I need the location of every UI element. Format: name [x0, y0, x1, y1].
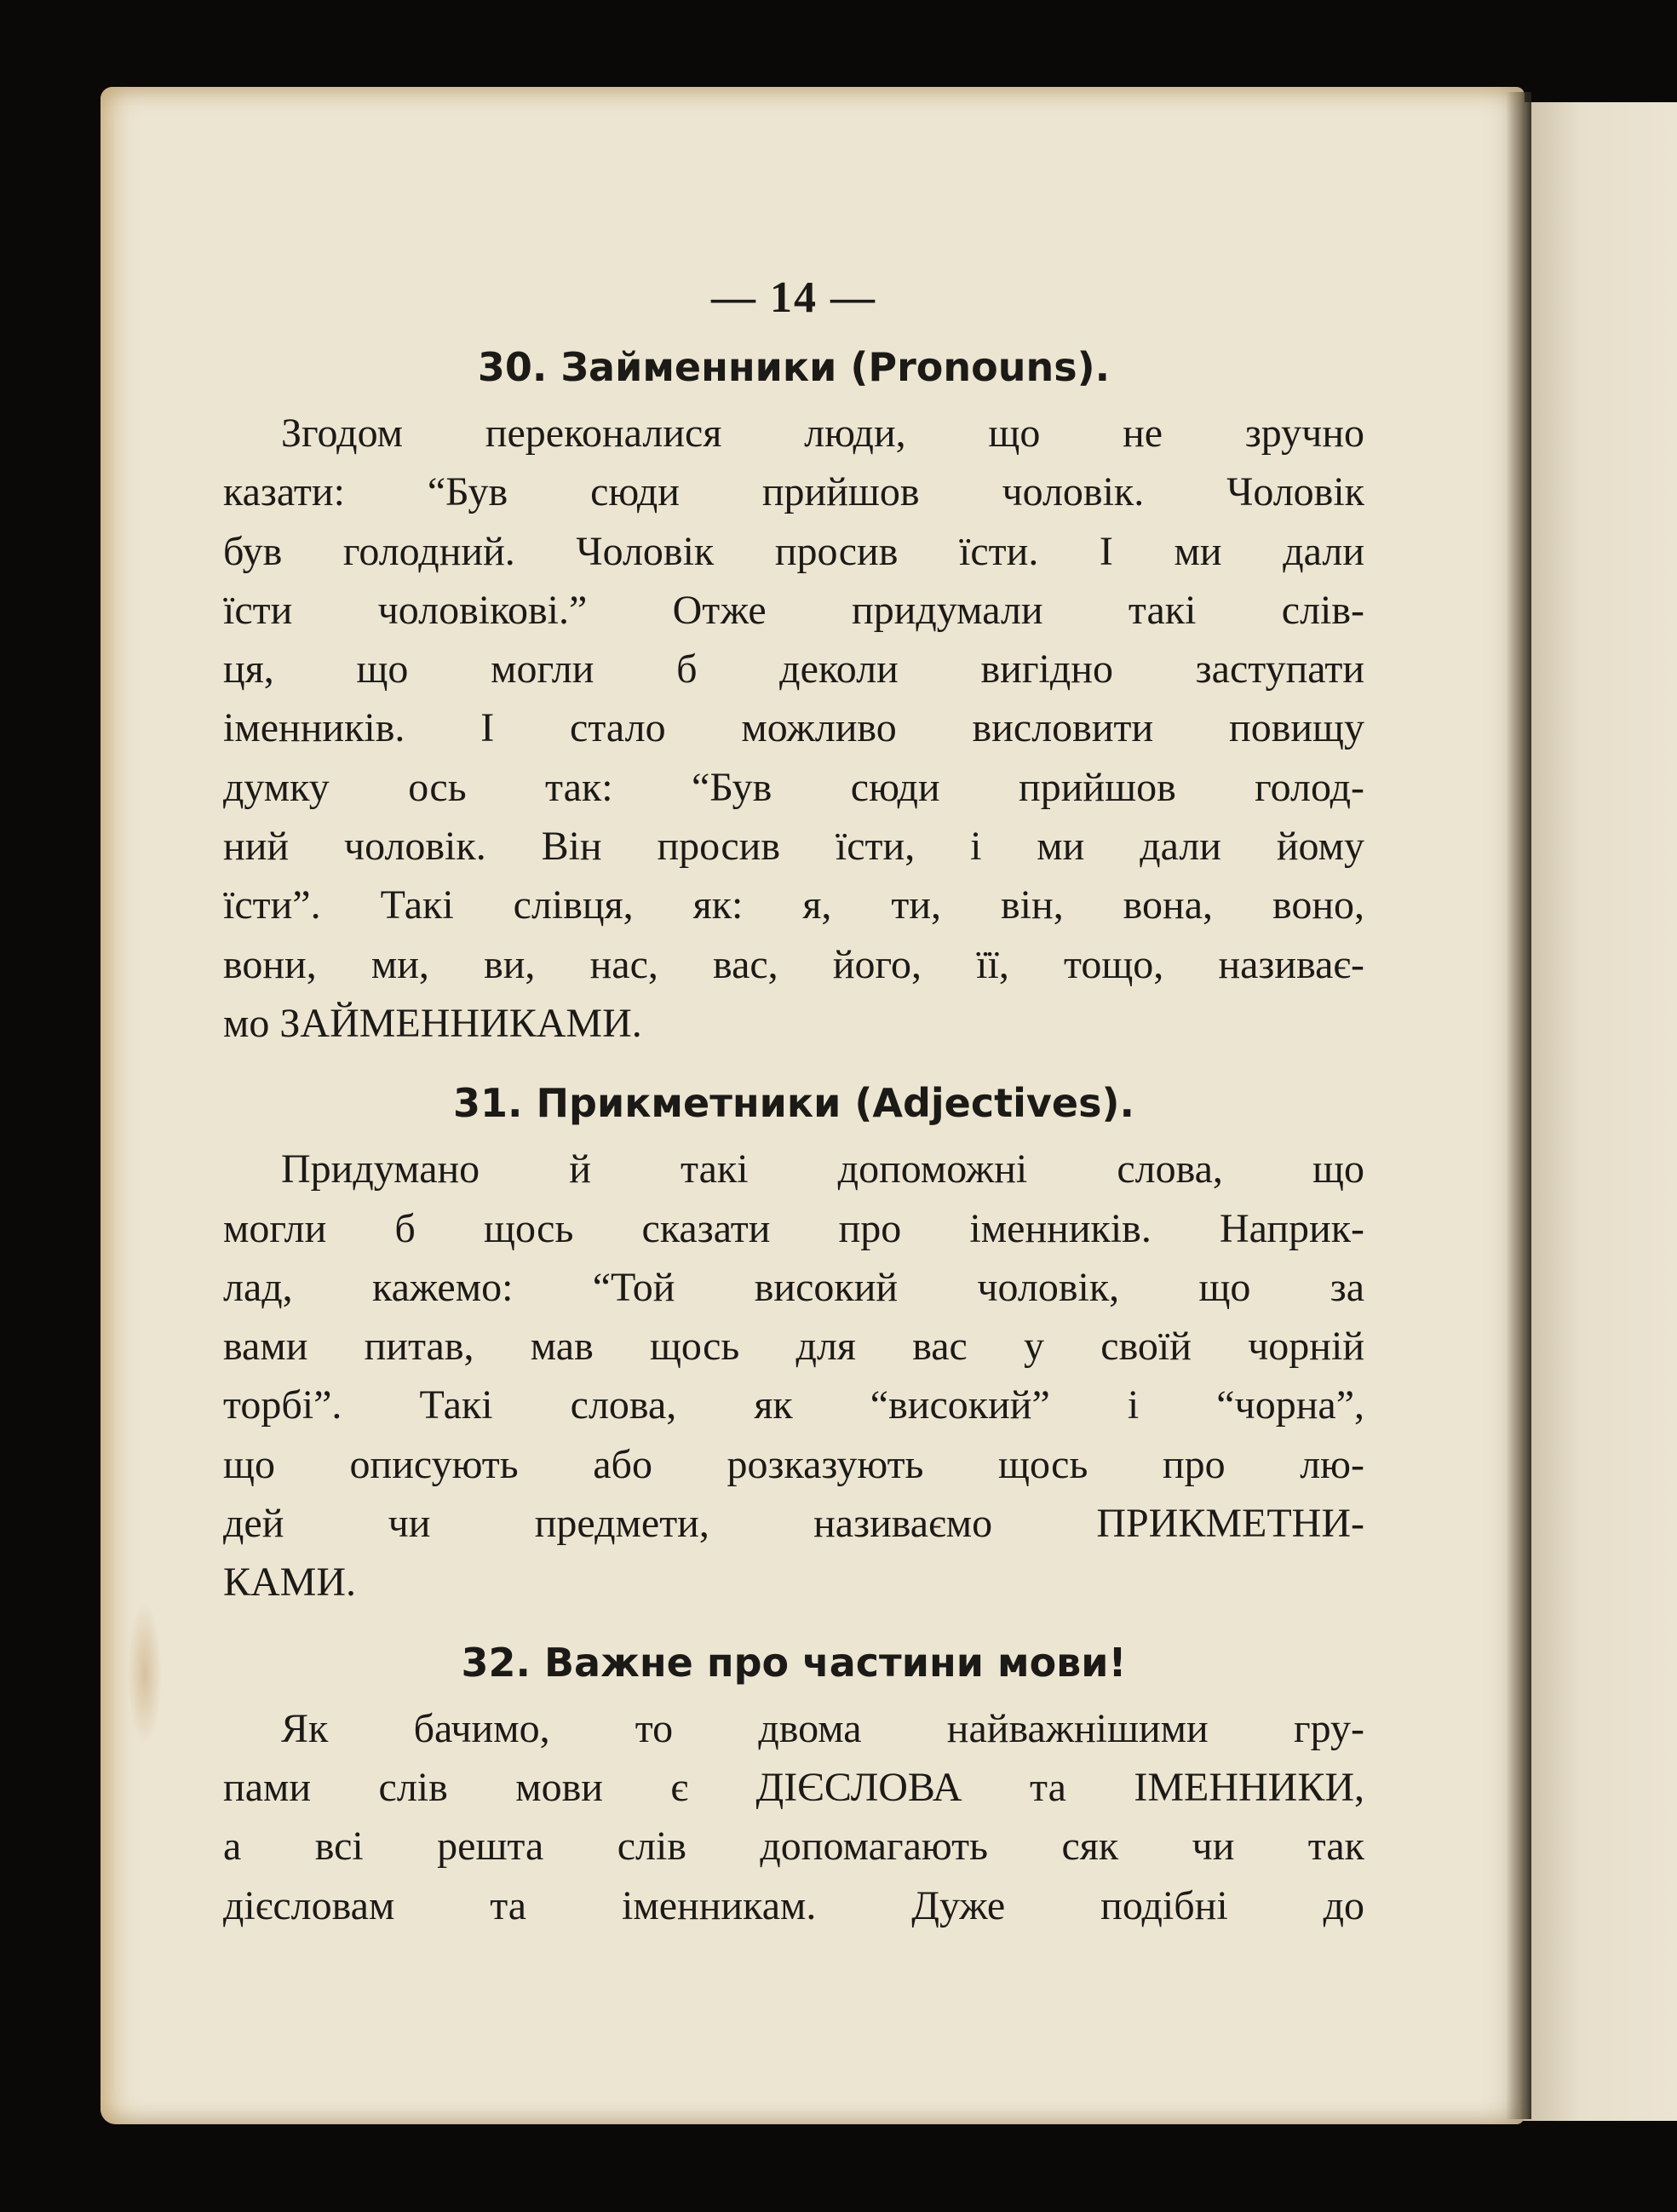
book-gutter	[1506, 92, 1531, 2119]
section-heading-adjectives: 31. Прикметники (Adjectives).	[453, 1080, 1134, 1127]
text-line: їсти чоловікові.” Отже придумали такі слів-	[223, 587, 1364, 633]
text-line: думку ось так: “Був сюди прийшов голод-	[223, 764, 1364, 810]
paragraph-parts-of-speech	[223, 1699, 1364, 1935]
paragraph-pronouns	[223, 404, 1364, 1053]
text-line: могли б щось сказати про іменників. Наприк-	[223, 1205, 1364, 1251]
text-line: КАМИ.	[223, 1560, 357, 1606]
text-line: що описують або розказують щось про лю-	[223, 1441, 1364, 1487]
text-line: вами питав, мав щось для вас у своїй чорній	[223, 1324, 1364, 1370]
text-line: дієсловам та іменникам. Дуже подібні до	[223, 1882, 1364, 1928]
text-line: дей чи предмети, називаємо ПРИКМЕТНИ-	[223, 1501, 1364, 1547]
text-line: мо ЗАЙМЕННИКАМИ.	[223, 1000, 642, 1046]
text-line: Згодом переконалися люди, що не зручно	[281, 411, 1364, 456]
text-line: був голодний. Чоловік просив їсти. І ми дали	[223, 528, 1364, 574]
text-line: вони, ми, ви, нас, вас, його, її, тощо, називає-	[223, 941, 1364, 987]
text-line: їсти”. Такі слівця, як: я, ти, він, вона, воно,	[223, 882, 1364, 928]
page-number: — 14 —	[711, 273, 876, 322]
text-line: лад, кажемо: “Той високий чоловік, що за	[223, 1264, 1364, 1310]
text-line: казати: “Був сюди прийшов чоловік. Чоловік	[223, 469, 1364, 515]
paragraph-adjectives	[223, 1140, 1364, 1612]
text-line: ний чоловік. Він просив їсти, і ми дали йому	[223, 824, 1364, 870]
text-line: а всі решта слів допомагають сяк чи так	[223, 1824, 1364, 1870]
page-text	[223, 264, 1364, 1956]
text-line: Придумано й такі допоможні слова, що	[281, 1146, 1364, 1192]
text-line: торбі”. Такі слова, як “високий” і “чорна”,	[223, 1382, 1364, 1428]
next-page-edge	[1516, 102, 1677, 2121]
text-line: Як бачимо, то двома найважнішими гру-	[281, 1705, 1364, 1751]
section-heading-pronouns: 30. Займенники (Pronouns).	[477, 344, 1111, 390]
text-line: іменників. І стало можливо висловити повищу	[223, 705, 1364, 751]
section-heading-parts-of-speech: 32. Важне про частини мови!	[461, 1639, 1127, 1686]
paper-stain	[128, 1601, 162, 1746]
text-line: пами слів мови є ДІЄСЛОВА та ІМЕННИКИ,	[223, 1764, 1364, 1810]
text-line: ця, що могли б деколи вигідно заступати	[223, 646, 1364, 692]
